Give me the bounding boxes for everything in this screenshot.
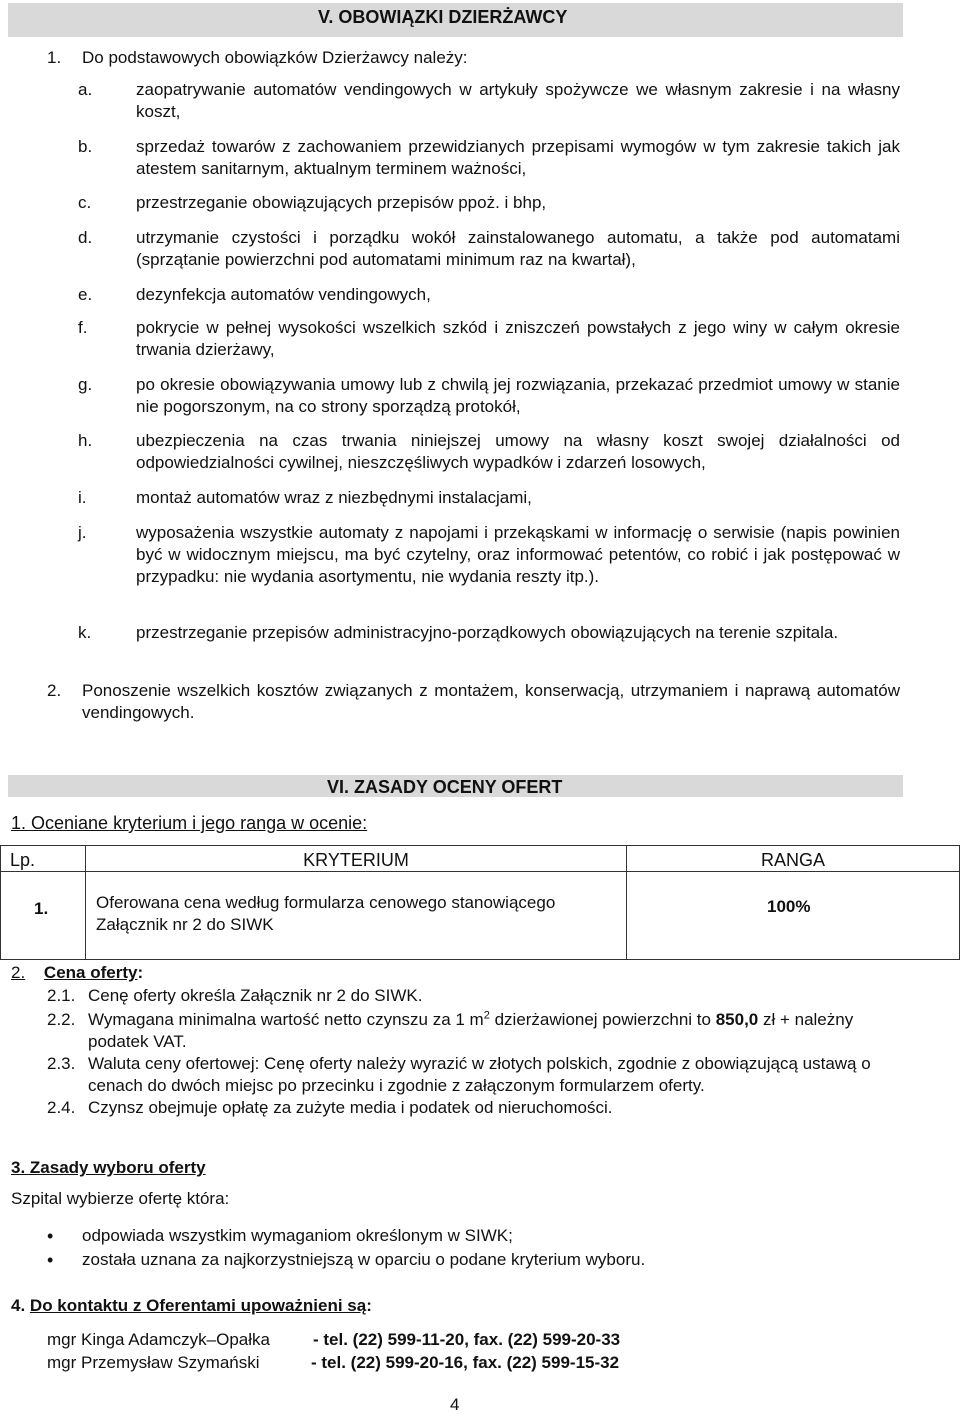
list-item-text: dezynfekcja automatów vendingowych, — [136, 285, 431, 304]
list-item-label: a. — [78, 80, 93, 99]
list-item-text: wyposażenia wszystkie automaty z napojami i przekąskami w informację o serwisie (napis powinien być w widocznym miejscu, ma być czytelny, oraz informować petentów, co robić i jak postępować w przypadku: nie wydania asortymentu, nie wydania reszty itp.). — [136, 523, 900, 586]
section-5-title: V. OBOWIĄZKI DZIERŻAWCY — [318, 7, 568, 27]
table-cell-criterion — [86, 872, 627, 960]
list-item-text: ubezpieczenia na czas trwania niniejszej umowy na własny koszt swojej działalności od odpowiedzialności cywilnej, nieszczęśliwych wypadków i zdarzeń losowych, — [136, 431, 900, 472]
list-item-text: przestrzeganie obowiązujących przepisów ppoż. i bhp, — [136, 193, 547, 212]
list-item-text: po okresie obowiązywania umowy lub z chwilą jej rozwiązania, przekazać przedmiot umowy w stanie nie pogorszonym, na co strony sporządzą protokół, — [136, 375, 900, 416]
bullet-text: została uznana za najkorzystniejszą w oparciu o podane kryterium wyboru. — [82, 1250, 646, 1269]
list-item-label: k. — [78, 623, 92, 642]
list-item-label: i. — [78, 488, 87, 507]
criterion-line-2: Załącznik nr 2 do SIWK — [96, 915, 274, 934]
list-item-label: h. — [78, 431, 93, 450]
item-2-text: Ponoszenie wszelkich kosztów związanych z montażem, konserwacją, utrzymaniem i naprawą automatów vendingowych. — [82, 681, 900, 722]
list-item-label: e. — [78, 285, 93, 304]
selection-heading: 3. Zasady wyboru oferty — [11, 1158, 206, 1177]
section-6-title: VI. ZASADY OCENY OFERT — [327, 777, 563, 797]
contact-heading-text: Do kontaktu z Oferentami upoważnieni są — [29, 1296, 367, 1315]
item-1-label: 1. — [47, 48, 62, 67]
price-text-after: zł + należny podatek VAT. — [88, 1010, 854, 1051]
price-heading: 2. Cena oferty: — [11, 963, 144, 982]
list-item-text: montaż automatów wraz z niezbędnymi instalacjami, — [136, 488, 532, 507]
price-item-text: Waluta ceny ofertowej: Cenę oferty należy wyrazić w złotych polskich, zgodnie z obowiązującą ustawą o cenach do dwóch miejsc po przecinku i zgodnie z załączonym formularzem oferty. — [88, 1054, 871, 1095]
price-item-label: 2.3. — [47, 1054, 76, 1073]
table-cell-lp: 1. — [1, 872, 86, 960]
list-item-label: c. — [78, 193, 92, 212]
bullet-icon: • — [47, 1226, 54, 1246]
item-1-text: Do podstawowych obowiązków Dzierżawcy należy: — [82, 48, 468, 67]
superscript: 2 — [483, 1009, 490, 1022]
criteria-heading: 1. Oceniane kryterium i jego ranga w ocenie: — [11, 813, 368, 833]
bullet-text: odpowiada wszystkim wymaganiom określonym w SIWK; — [82, 1226, 513, 1245]
price-item-text: Czynsz obejmuje opłatę za zużyte media i podatek od nieruchomości. — [88, 1098, 613, 1117]
list-item-text: utrzymanie czystości i porządku wokół zainstalowanego automatu, a także pod automatami (sprzątanie powierzchni pod automatami minimum raz na kwartał), — [136, 228, 900, 269]
price-text-mid: dzierżawionej powierzchni to — [489, 1010, 716, 1029]
table-header-lp: Lp. — [1, 846, 86, 872]
price-heading-number: 2. — [11, 963, 26, 982]
bullet-icon: • — [47, 1250, 54, 1270]
list-item-text: zaopatrywanie automatów vendingowych w artykuły spożywcze we własnym zakresie i na własny koszt, — [136, 80, 900, 121]
contact-phones: - tel. (22) 599-11-20, fax. (22) 599-20-33 — [313, 1330, 621, 1349]
contact-name: mgr Kinga Adamczyk–Opałka — [47, 1330, 270, 1349]
price-item-text: Cenę oferty określa Załącznik nr 2 do SIWK. — [88, 986, 423, 1005]
contact-row — [47, 1329, 907, 1351]
price-heading-text: Cena oferty — [43, 963, 138, 982]
criterion-line-1: Oferowana cena według formularza cenowego stanowiącego — [96, 893, 556, 912]
price-item-text — [88, 1009, 903, 1053]
min-rent-value: 850,0 — [715, 1010, 759, 1029]
price-item-label: 2.2. — [47, 1010, 76, 1029]
price-item-label: 2.1. — [47, 986, 76, 1005]
contact-name: mgr Przemysław Szymański — [47, 1353, 260, 1372]
list-item-label: d. — [78, 228, 93, 247]
list-item-label: b. — [78, 137, 93, 156]
contact-row — [47, 1352, 907, 1374]
list-item-text: pokrycie w pełnej wysokości wszelkich szkód i zniszczeń powstałych z jego winy w całym okresie trwania dzierżawy, — [136, 318, 900, 359]
list-item-label: g. — [78, 375, 93, 394]
table-header-rank: RANGA — [627, 846, 960, 872]
list-item-text: przestrzeganie przepisów administracyjno-porządkowych obowiązujących na terenie szpitala. — [136, 623, 839, 642]
item-2-label: 2. — [47, 681, 62, 700]
list-item-label: j. — [78, 523, 87, 542]
contact-heading-number: 4. — [11, 1296, 26, 1315]
table-cell-rank: 100% — [627, 872, 960, 960]
page-number: 4 — [450, 1395, 460, 1414]
criteria-table — [0, 845, 960, 960]
table-header-criterion: KRYTERIUM — [86, 846, 627, 872]
list-item-text: sprzedaż towarów z zachowaniem przewidzianych przepisami wymogów w tym zakresie takich jak atestem sanitarnym, aktualnym terminem ważności, — [136, 137, 900, 178]
selection-intro: Szpital wybierze ofertę która: — [11, 1189, 230, 1208]
price-item-label: 2.4. — [47, 1098, 76, 1117]
price-text-before: Wymagana minimalna wartość netto czynszu za 1 m — [88, 1010, 484, 1029]
contact-phones: - tel. (22) 599-20-16, fax. (22) 599-15-32 — [311, 1353, 620, 1372]
table-row — [1, 872, 960, 960]
contact-heading: 4. Do kontaktu z Oferentami upoważnieni są: — [11, 1296, 372, 1315]
list-item-label: f. — [78, 318, 88, 337]
